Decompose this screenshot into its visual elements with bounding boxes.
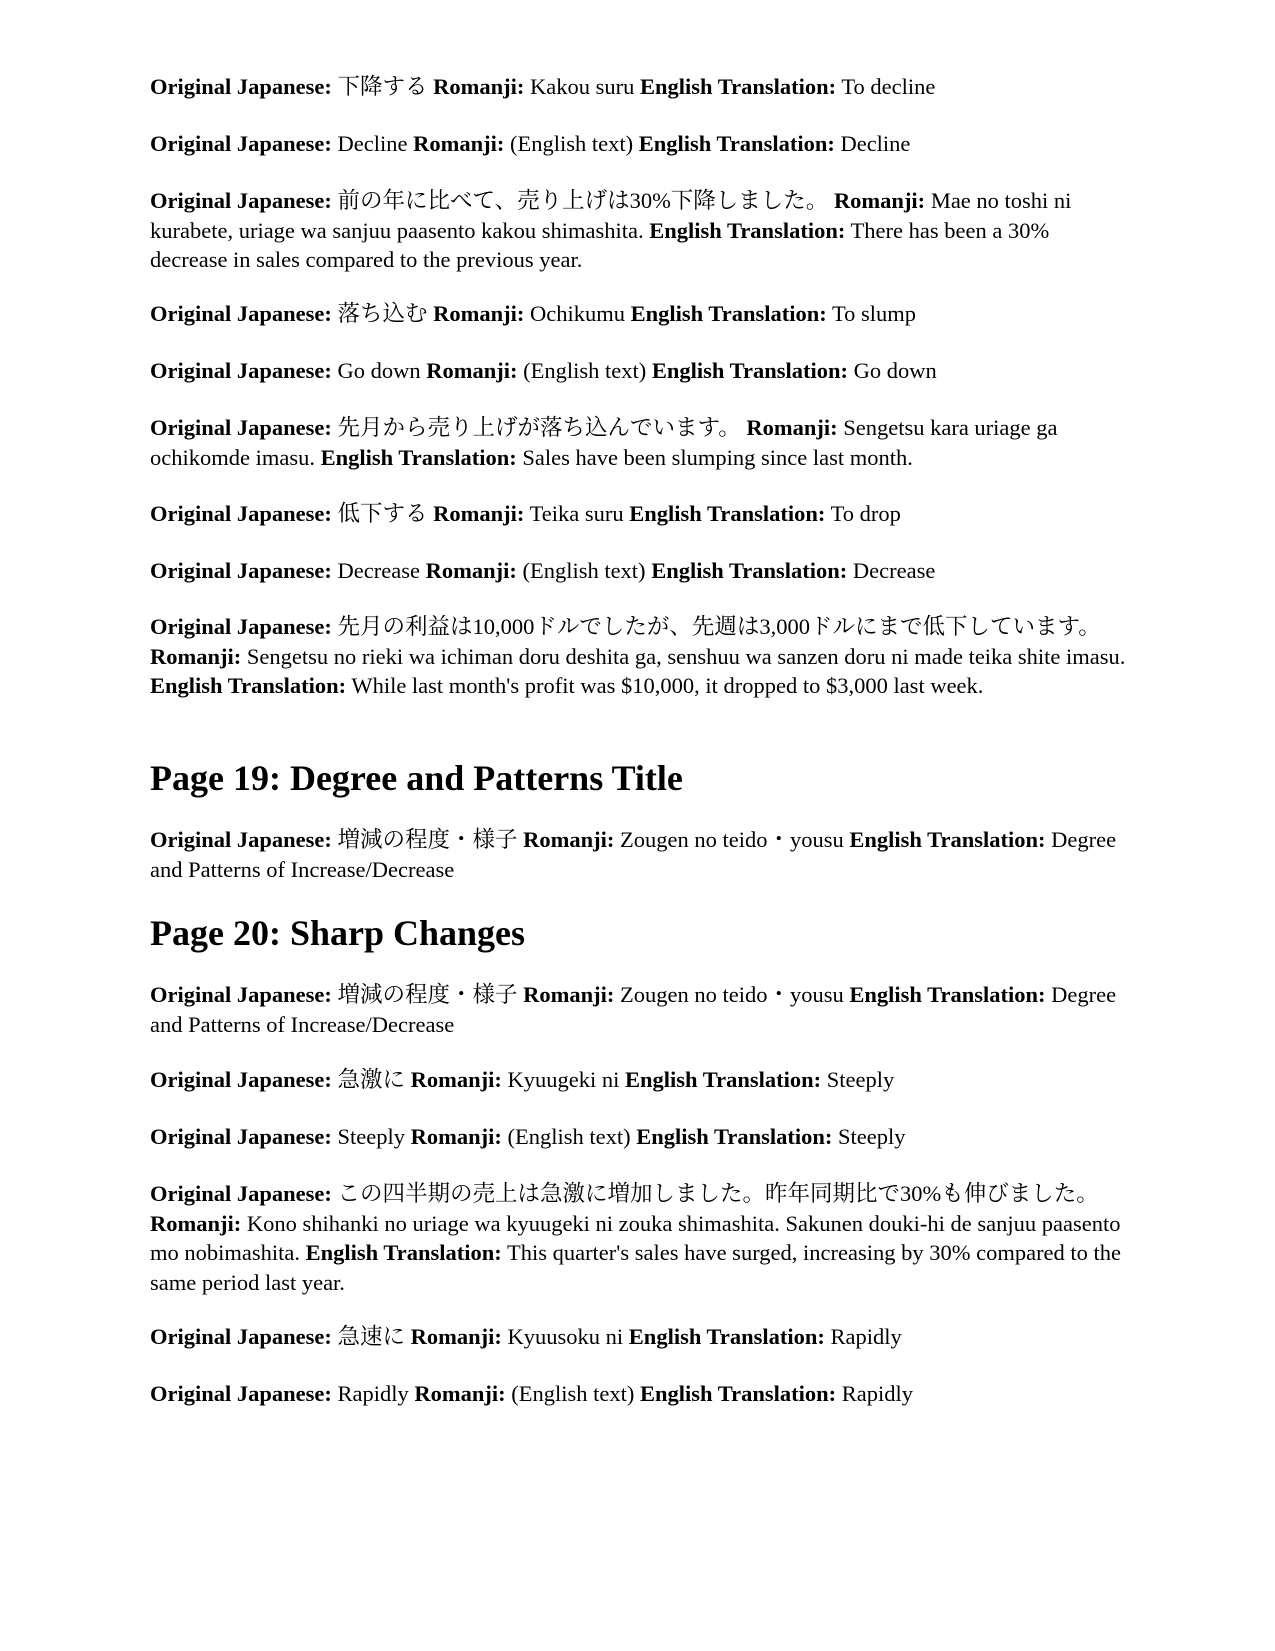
romanji-label: Romanji: xyxy=(523,982,615,1007)
entry xyxy=(150,129,1130,159)
romanji-label: Romanji: xyxy=(433,301,525,326)
entry xyxy=(150,299,1130,329)
entry xyxy=(150,612,1130,701)
english-text: Degree and Patterns of Increase/Decrease xyxy=(150,982,1117,1037)
original-label: Original Japanese: xyxy=(150,827,332,852)
romanji-text: Zougen no teido・yousu xyxy=(620,827,844,852)
entry xyxy=(150,413,1130,472)
english-label: English Translation: xyxy=(305,1240,502,1265)
entry xyxy=(150,1379,1130,1409)
section-heading: Page 19: Degree and Patterns Title xyxy=(150,758,683,798)
japanese-text: 急速に xyxy=(337,1324,406,1349)
english-label: English Translation: xyxy=(636,1124,833,1149)
english-label: English Translation: xyxy=(651,358,848,383)
english-label: English Translation: xyxy=(640,74,837,99)
romanji-label: Romanji: xyxy=(433,74,525,99)
romanji-text: Mae no toshi ni kurabete, uriage wa sanjuu paasento kakou shimashita. xyxy=(150,188,1072,243)
english-text: Degree and Patterns of Increase/Decrease xyxy=(150,827,1117,882)
entry xyxy=(150,72,1130,102)
english-text: Sales have been slumping since last month. xyxy=(522,444,913,470)
original-label: Original Japanese: xyxy=(150,1324,332,1349)
japanese-text: 先月から売り上げが落ち込んでいます。 xyxy=(337,415,741,440)
english-text: Decrease xyxy=(852,558,936,583)
english-text: There has been a 30% decrease in sales compared to the previous year. xyxy=(150,217,1050,272)
romanji-text: Kakou suru xyxy=(530,74,635,99)
english-label: English Translation: xyxy=(320,444,517,470)
original-label: Original Japanese: xyxy=(150,415,332,440)
romanji-label: Romanji: xyxy=(150,643,242,669)
english-label: English Translation: xyxy=(629,501,826,526)
romanji-label: Romanji: xyxy=(425,558,517,583)
romanji-label: Romanji: xyxy=(410,1324,502,1349)
original-label: Original Japanese: xyxy=(150,1181,332,1206)
romanji-label: Romanji: xyxy=(746,415,838,440)
english-label: English Translation: xyxy=(640,1381,837,1406)
entry xyxy=(150,825,1130,884)
romanji-text: (English text) xyxy=(509,131,634,156)
romanji-label: Romanji: xyxy=(410,1124,502,1149)
original-label: Original Japanese: xyxy=(150,358,332,383)
english-label: English Translation: xyxy=(638,131,835,156)
romanji-label: Romanji: xyxy=(523,827,615,852)
original-label: Original Japanese: xyxy=(150,1124,332,1149)
entry xyxy=(150,980,1130,1039)
original-label: Original Japanese: xyxy=(150,614,332,639)
entry xyxy=(150,186,1130,275)
english-label: English Translation: xyxy=(625,1067,822,1092)
japanese-text: 急激に xyxy=(337,1067,406,1092)
romanji-label: Romanji: xyxy=(426,358,518,383)
original-label: Original Japanese: xyxy=(150,982,332,1007)
entry xyxy=(150,1322,1130,1352)
romanji-text: (English text) xyxy=(507,1124,631,1149)
romanji-text: (English text) xyxy=(511,1381,635,1406)
entry xyxy=(150,356,1130,386)
english-label: English Translation: xyxy=(630,301,827,326)
entry xyxy=(150,1179,1130,1297)
romanji-label: Romanji: xyxy=(414,1381,506,1406)
original-label: Original Japanese: xyxy=(150,188,332,213)
japanese-text: Go down xyxy=(337,358,421,383)
romanji-text: Zougen no teido・yousu xyxy=(620,982,844,1007)
romanji-label: Romanji: xyxy=(413,131,505,156)
original-label: Original Japanese: xyxy=(150,74,332,99)
romanji-text: (English text) xyxy=(522,558,646,583)
romanji-text: Ochikumu xyxy=(530,301,626,326)
section-heading: Page 20: Sharp Changes xyxy=(150,913,526,953)
english-text: To slump xyxy=(831,301,917,326)
english-label: English Translation: xyxy=(849,827,1046,852)
original-label: Original Japanese: xyxy=(150,1067,332,1092)
english-text: To drop xyxy=(830,501,901,526)
english-label: English Translation: xyxy=(628,1324,825,1349)
romanji-text: Kyuusoku ni xyxy=(507,1324,624,1349)
japanese-text: 下降する xyxy=(337,74,428,99)
entry xyxy=(150,1065,1130,1095)
entry xyxy=(150,1122,1130,1152)
japanese-text: Rapidly xyxy=(337,1381,409,1406)
english-text: Go down xyxy=(853,358,937,383)
romanji-label: Romanji: xyxy=(150,1210,242,1236)
romanji-label: Romanji: xyxy=(833,188,926,213)
english-label: English Translation: xyxy=(849,982,1046,1007)
english-label: English Translation: xyxy=(649,217,846,243)
original-label: Original Japanese: xyxy=(150,501,332,526)
romanji-text: Kyuugeki ni xyxy=(507,1067,620,1092)
english-text: Steeply xyxy=(837,1124,906,1149)
english-label: English Translation: xyxy=(150,673,347,698)
original-label: Original Japanese: xyxy=(150,301,332,326)
japanese-text: 増減の程度・様子 xyxy=(337,982,518,1007)
japanese-text: 増減の程度・様子 xyxy=(337,827,518,852)
japanese-text: 落ち込む xyxy=(337,301,428,326)
romanji-text: Kono shihanki no uriage wa kyuugeki ni zouka shimashita. Sakunen douki-hi de sanjuu paasento mo nobimashita. xyxy=(150,1210,1121,1265)
english-text: Rapidly xyxy=(841,1381,913,1406)
entry xyxy=(150,499,1130,529)
japanese-text: 低下する xyxy=(337,501,428,526)
english-text: While last month's profit was $10,000, it dropped to $3,000 last week. xyxy=(351,673,984,698)
english-text: To decline xyxy=(841,74,936,99)
japanese-text: 先月の利益は10,000ドルでしたが、先週は3,000ドルにまで低下しています。 xyxy=(337,614,1101,639)
romanji-label: Romanji: xyxy=(433,501,525,526)
entry xyxy=(150,556,1130,586)
english-text: Rapidly xyxy=(830,1324,902,1349)
english-text: Steeply xyxy=(826,1067,895,1092)
romanji-text: (English text) xyxy=(523,358,647,383)
romanji-label: Romanji: xyxy=(410,1067,502,1092)
japanese-text: Decrease xyxy=(337,558,420,583)
original-label: Original Japanese: xyxy=(150,558,332,583)
japanese-text: 前の年に比べて、売り上げは30%下降しました。 xyxy=(337,188,829,213)
romanji-text: Sengetsu kara uriage ga ochikomde imasu. xyxy=(150,415,1058,470)
english-label: English Translation: xyxy=(651,558,848,583)
japanese-text: この四半期の売上は急激に増加しました。昨年同期比で30%も伸びました。 xyxy=(337,1181,1099,1206)
english-text: Decline xyxy=(840,131,911,156)
original-label: Original Japanese: xyxy=(150,131,332,156)
japanese-text: Steeply xyxy=(337,1124,406,1149)
japanese-text: Decline xyxy=(337,131,408,156)
english-text: This quarter's sales have surged, increasing by 30% compared to the same period last year. xyxy=(150,1240,1122,1295)
romanji-text: Sengetsu no rieki wa ichiman doru deshita ga, senshuu wa sanzen doru ni made teika shite imasu. xyxy=(246,643,1126,669)
romanji-text: Teika suru xyxy=(529,501,624,526)
original-label: Original Japanese: xyxy=(150,1381,332,1406)
